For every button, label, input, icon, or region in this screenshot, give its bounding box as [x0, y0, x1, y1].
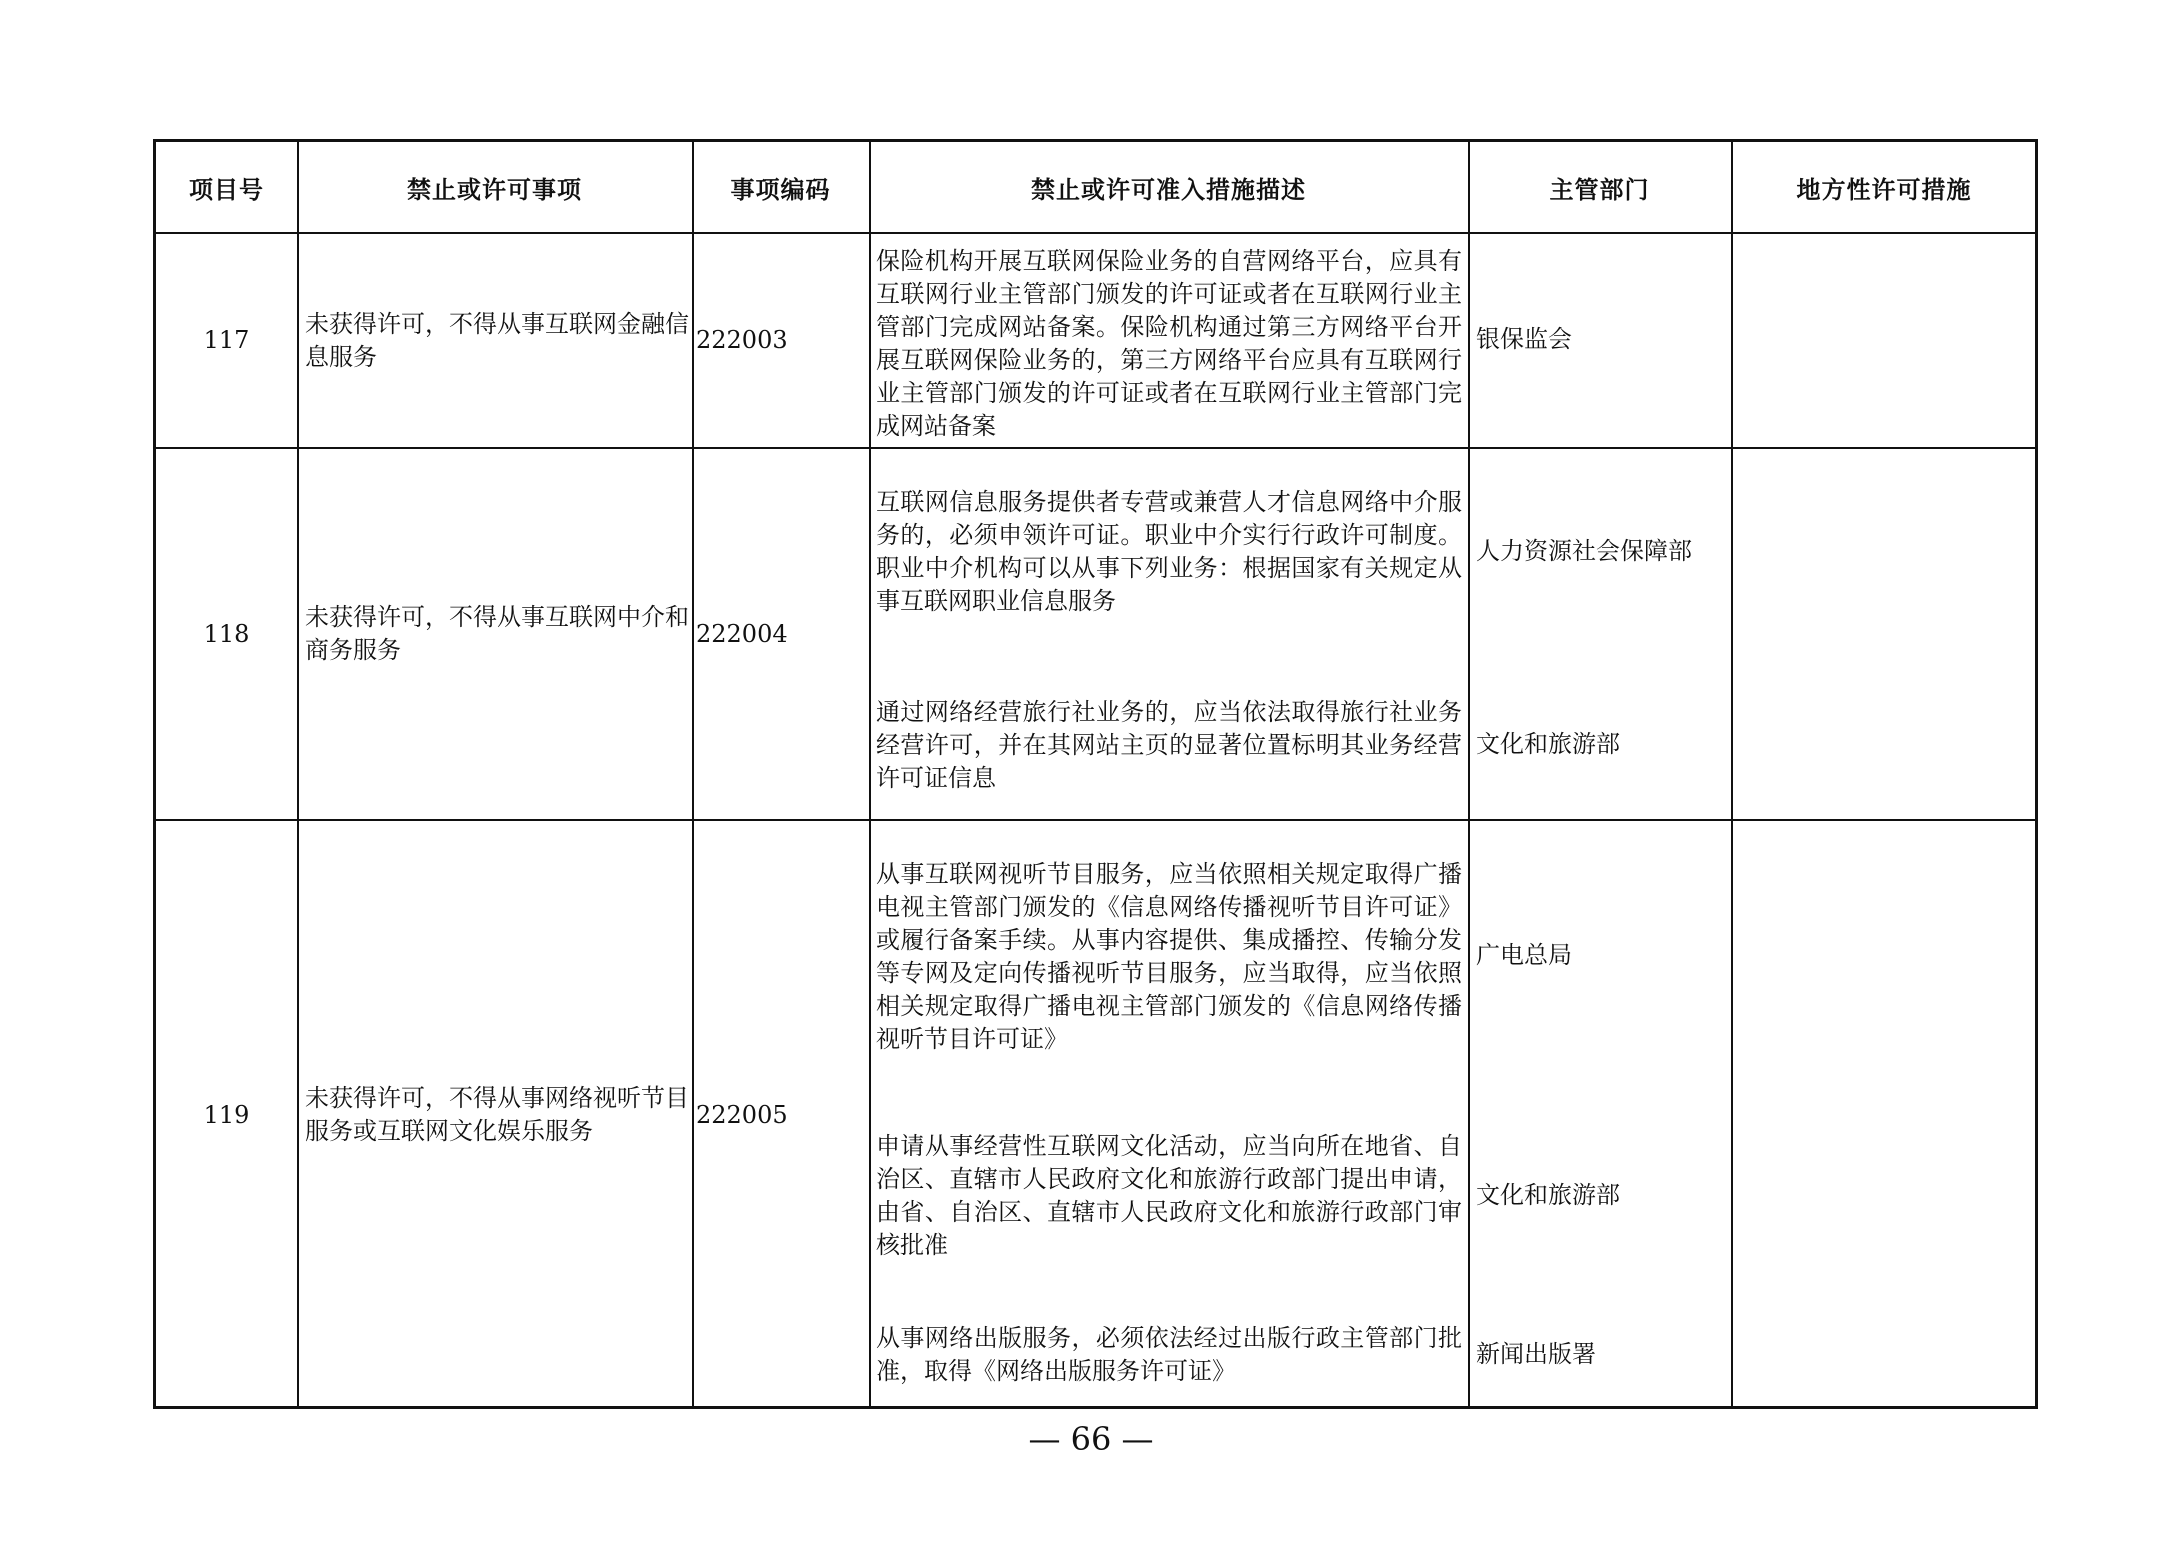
matter-text: 未获得许可，不得从事互联网中介和商务服务: [305, 603, 689, 664]
header-department: 主管部门: [1549, 175, 1650, 204]
department-name: 新闻出版署: [1476, 1340, 1596, 1368]
header-code: 事项编码: [730, 175, 831, 204]
measure-description: 从事网络出版服务，必须依法经过出版行政主管部门批准，取得《网络出版服务许可证》: [876, 1324, 1462, 1385]
permit-table: [153, 139, 2038, 1409]
matter-text: 未获得许可，不得从事互联网金融信息服务: [305, 309, 689, 371]
matter-code: 222003: [696, 326, 788, 354]
matter-code: 222004: [696, 619, 788, 648]
department-name: 广电总局: [1476, 941, 1572, 969]
header-description: 禁止或许可准入措施描述: [1031, 175, 1306, 204]
department-name: 人力资源社会保障部: [1476, 537, 1692, 565]
department-name: 银保监会: [1476, 325, 1572, 353]
measure-description: 保险机构开展互联网保险业务的自营网络平台，应具有互联网行业主管部门颁发的许可证或者在互联网行业主管部门完成网站备案。保险机构通过第三方网络平台开展互联网保险业务的，第三方网络平台应具有互联网行业主管部门颁发的许可证或者在互联网行业主管部门完成网站备案: [876, 247, 1462, 440]
measure-description: 申请从事经营性互联网文化活动，应当向所在地省、自治区、直辖市人民政府文化和旅游行政部门提出申请，由省、自治区、直辖市人民政府文化和旅游行政部门审核批准: [876, 1132, 1462, 1259]
department-name: 文化和旅游部: [1476, 730, 1620, 758]
matter-code: 222005: [696, 1100, 788, 1129]
department-name: 文化和旅游部: [1476, 1181, 1620, 1209]
measure-description: 通过网络经营旅行社业务的，应当依法取得旅行社业务经营许可，并在其网站主页的显著位置标明其业务经营许可证信息: [876, 698, 1462, 792]
measure-description: 从事互联网视听节目服务，应当依照相关规定取得广播电视主管部门颁发的《信息网络传播视听节目许可证》或履行备案手续。从事内容提供、集成播控、传输分发等专网及定向传播视听节目服务，应当取得，应当依照相关规定取得广播电视主管部门颁发的《信息网络传播视听节目许可证》: [876, 860, 1462, 1053]
column-divider: [1731, 142, 1733, 1406]
item-number: 117: [203, 326, 250, 354]
matter-text: 未获得许可，不得从事网络视听节目服务或互联网文化娱乐服务: [305, 1084, 689, 1145]
header-local-measure: 地方性许可措施: [1796, 175, 1972, 204]
header-item-no: 项目号: [189, 175, 264, 204]
header-matter: 禁止或许可事项: [407, 175, 582, 204]
item-number: 119: [203, 1100, 250, 1129]
page-number: — 66 —: [1028, 1420, 1154, 1458]
measure-description: 互联网信息服务提供者专营或兼营人才信息网络中介服务的，必须申领许可证。职业中介实行行政许可制度。职业中介机构可以从事下列业务：根据国家有关规定从事互联网职业信息服务: [876, 488, 1462, 615]
item-number: 118: [203, 619, 250, 648]
